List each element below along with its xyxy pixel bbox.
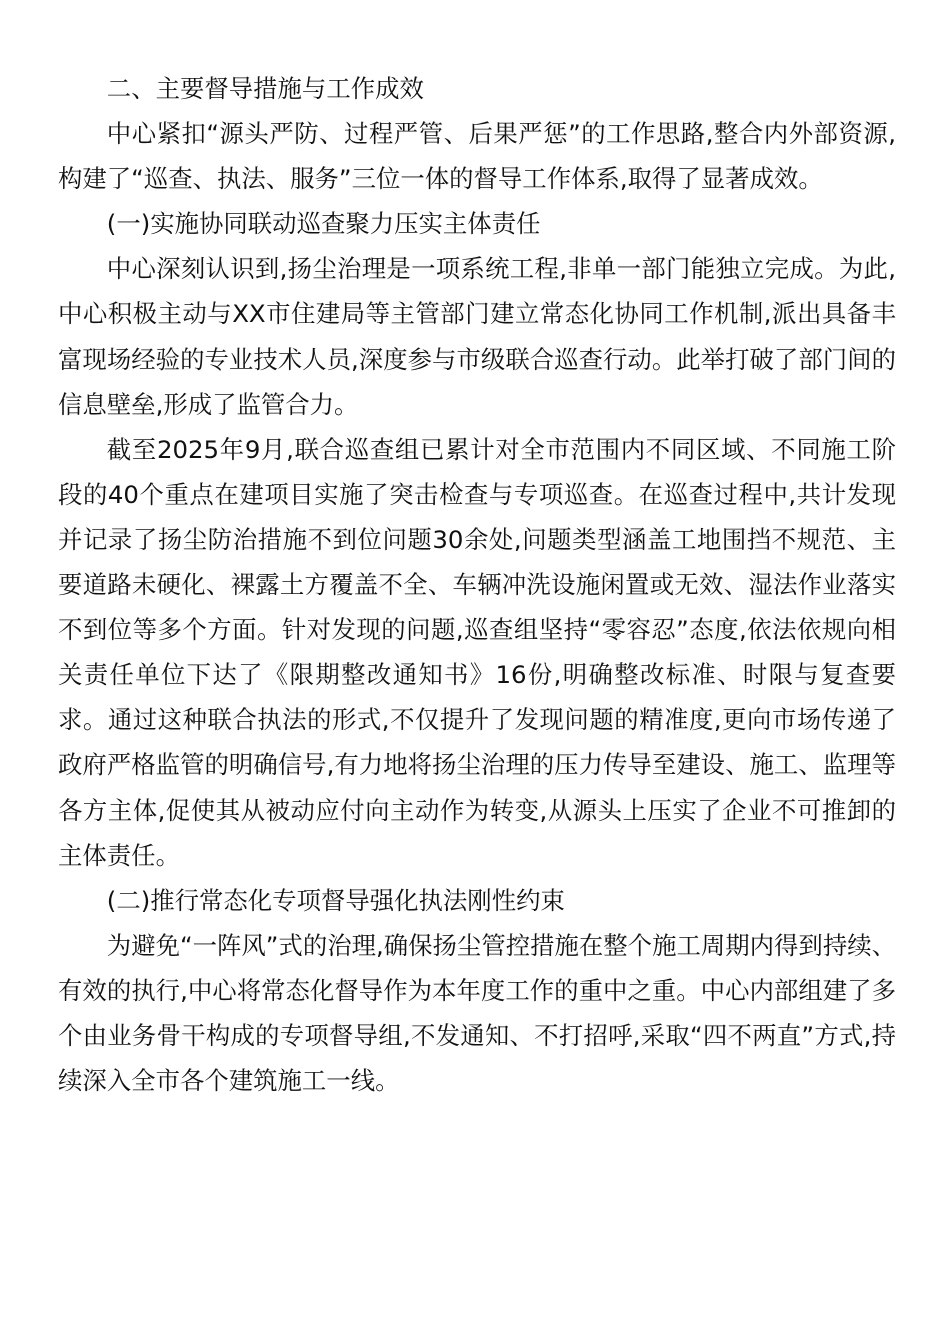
paragraph-inspection-results: 截至2025年9月,联合巡查组已累计对全市范围内不同区域、不同施工阶段的40个重点在建项目实施了突击检查与专项巡查。在巡查过程中,共计发现并记录了扬尘防治措施不到位问题30余处,问题类型涵盖工地围挡不规范、主要道路未硬化、裸露土方覆盖不全、车辆冲洗设施闲置或无效、湿法作业落实不到位等多个方面。针对发现的问题,巡查组坚持“零容忍”态度,依法依规向相关责任单位下达了《限期整改通知书》16份,明确整改标准、时限与复查要求。通过这种联合执法的形式,不仅提升了发现问题的精准度,更向市场传递了政府严格监管的明确信号,有力地将扬尘治理的压力传导至建设、施工、监理等各方主体,促使其从被动应付向主动作为转变,从源头上压实了企业不可推卸的主体责任。	[58, 434, 896, 870]
document-page	[58, 66, 896, 1103]
subsection-heading-1: (一)实施协同联动巡查聚力压实主体责任	[106, 209, 541, 239]
subsection-heading-2: (二)推行常态化专项督导强化执法刚性约束	[106, 885, 565, 915]
paragraph-cooperation: 中心深刻认识到,扬尘治理是一项系统工程,非单一部门能独立完成。为此,中心积极主动与XX市住建局等主管部门建立常态化协同工作机制,派出具备丰富现场经验的专业技术人员,深度参与市级联合巡查行动。此举打破了部门间的信息壁垒,形成了监管合力。	[58, 254, 896, 419]
section-heading: 二、主要督导措施与工作成效	[106, 74, 424, 103]
paragraph-intro: 中心紧扣“源头严防、过程严管、后果严惩”的工作思路,整合内外部资源,构建了“巡查、执法、服务”三位一体的督导工作体系,取得了显著成效。	[58, 119, 896, 194]
paragraph-supervision: 为避免“一阵风”式的治理,确保扬尘管控措施在整个施工周期内得到持续、有效的执行,中心将常态化督导作为本年度工作的重中之重。中心内部组建了多个由业务骨干构成的专项督导组,不发通知、不打招呼,采取“四不两直”方式,持续深入全市各个建筑施工一线。	[58, 930, 896, 1096]
